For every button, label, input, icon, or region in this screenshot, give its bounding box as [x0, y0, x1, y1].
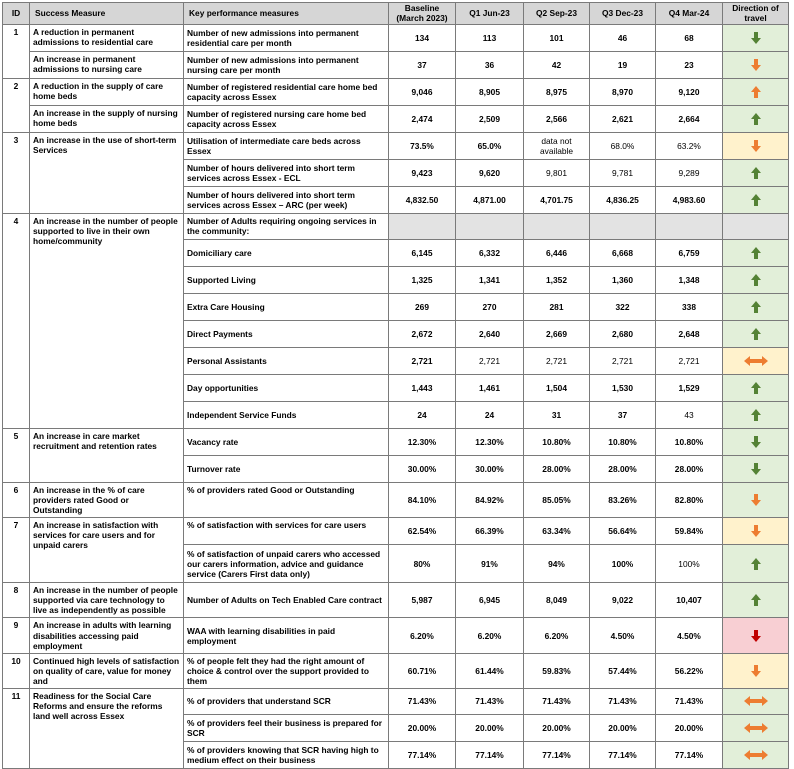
q1-value: 66.39%	[456, 518, 524, 545]
success-measure: An increase in the % of care providers rated Good or Outstanding	[30, 483, 184, 518]
q4-value: 1,529	[656, 375, 723, 402]
success-measure: An increase in the use of short-term Services	[30, 133, 184, 214]
q1-value: 65.0%	[456, 133, 524, 160]
q3-value: 71.43%	[590, 688, 656, 714]
arrow-up-icon	[750, 166, 762, 180]
direction-cell	[723, 714, 789, 741]
q3-value: 100%	[590, 545, 656, 583]
q4-value: 63.2%	[656, 133, 723, 160]
direction-cell	[723, 545, 789, 583]
empty-cell	[656, 214, 723, 240]
baseline-value: 20.00%	[389, 714, 456, 741]
baseline-value: 6,145	[389, 240, 456, 267]
baseline-value: 62.54%	[389, 518, 456, 545]
baseline-value: 37	[389, 52, 456, 79]
kpi-label: % of providers knowing that SCR having high to medium effect on their business	[184, 741, 389, 768]
q1-value: 1,461	[456, 375, 524, 402]
direction-cell	[723, 483, 789, 518]
q3-value: 9,781	[590, 160, 656, 187]
q4-value: 10,407	[656, 583, 723, 618]
kpi-label: % of people felt they had the right amount of choice & control over the support provided to them	[184, 653, 389, 688]
q3-value: 2,721	[590, 348, 656, 375]
q2-value: 4,701.75	[524, 187, 590, 214]
arrow-down-icon	[750, 493, 762, 507]
q4-value: 1,348	[656, 267, 723, 294]
baseline-value: 24	[389, 402, 456, 429]
q1-value: 2,509	[456, 106, 524, 133]
baseline-value: 5,987	[389, 583, 456, 618]
row-id: 10	[3, 653, 30, 688]
table-row	[3, 133, 789, 160]
q1-value: 61.44%	[456, 653, 524, 688]
direction-cell	[723, 52, 789, 79]
table-row	[3, 52, 789, 79]
q2-value: 101	[524, 25, 590, 52]
q3-value: 19	[590, 52, 656, 79]
empty-cell	[590, 214, 656, 240]
q4-value: 68	[656, 25, 723, 52]
direction-cell	[723, 160, 789, 187]
direction-cell	[723, 402, 789, 429]
success-measure: An increase in the number of people supported via care technology to live as independently as possible	[30, 583, 184, 618]
baseline-value: 9,046	[389, 79, 456, 106]
q2-value: 8,975	[524, 79, 590, 106]
q3-value: 8,970	[590, 79, 656, 106]
q2-value: 31	[524, 402, 590, 429]
baseline-value: 1,325	[389, 267, 456, 294]
q1-value: 2,721	[456, 348, 524, 375]
row-id: 2	[3, 79, 30, 133]
arrow-up-icon	[750, 557, 762, 571]
q1-value: 20.00%	[456, 714, 524, 741]
direction-cell	[723, 583, 789, 618]
arrow-down-icon	[750, 58, 762, 72]
arrow-up-icon	[750, 593, 762, 607]
q3-value: 57.44%	[590, 653, 656, 688]
baseline-value: 2,474	[389, 106, 456, 133]
direction-cell	[723, 267, 789, 294]
q4-value: 6,759	[656, 240, 723, 267]
arrow-left-right-icon	[744, 749, 768, 761]
direction-cell	[723, 294, 789, 321]
q3-value: 28.00%	[590, 456, 656, 483]
q3-value: 83.26%	[590, 483, 656, 518]
q2-value: 42	[524, 52, 590, 79]
kpi-label: Number of hours delivered into short term services across Essex - ECL	[184, 160, 389, 187]
kpi-label: Supported Living	[184, 267, 389, 294]
q2-value: 1,504	[524, 375, 590, 402]
success-measure: Readiness for the Social Care Reforms and ensure the reforms land well across Essex	[30, 688, 184, 768]
arrow-up-icon	[750, 112, 762, 126]
success-measure: Continued high levels of satisfaction on quality of care, value for money and	[30, 653, 184, 688]
q4-value: 56.22%	[656, 653, 723, 688]
baseline-value: 4,832.50	[389, 187, 456, 214]
arrow-down-icon	[750, 462, 762, 476]
arrow-up-icon	[750, 408, 762, 422]
q1-value: 6,945	[456, 583, 524, 618]
empty-cell	[456, 214, 524, 240]
q4-value: 9,289	[656, 160, 723, 187]
kpi-label: Turnover rate	[184, 456, 389, 483]
q1-value: 77.14%	[456, 741, 524, 768]
kpi-label: % of satisfaction of unpaid carers who accessed our carers information, advice and guidance service (Carers First data only)	[184, 545, 389, 583]
q1-value: 6.20%	[456, 618, 524, 653]
direction-cell	[723, 518, 789, 545]
table-row	[3, 25, 789, 52]
row-id: 6	[3, 483, 30, 518]
header-kpi: Key performance measures	[184, 3, 389, 25]
direction-cell	[723, 618, 789, 653]
performance-table	[2, 2, 789, 769]
kpi-label: Personal Assistants	[184, 348, 389, 375]
baseline-value: 9,423	[389, 160, 456, 187]
q4-value: 2,721	[656, 348, 723, 375]
q2-value: 94%	[524, 545, 590, 583]
baseline-value: 2,721	[389, 348, 456, 375]
q3-value: 4,836.25	[590, 187, 656, 214]
q2-value: 2,669	[524, 321, 590, 348]
arrow-down-icon	[750, 139, 762, 153]
kpi-label: Number of registered nursing care home bed capacity across Essex	[184, 106, 389, 133]
q2-value: 281	[524, 294, 590, 321]
arrow-down-icon	[750, 31, 762, 45]
arrow-up-icon	[750, 193, 762, 207]
row-id: 8	[3, 583, 30, 618]
table-row	[3, 214, 789, 240]
direction-cell	[723, 240, 789, 267]
header-success-measure: Success Measure	[30, 3, 184, 25]
success-measure: An increase in satisfaction with services for care users and for unpaid carers	[30, 518, 184, 583]
arrow-down-icon	[750, 664, 762, 678]
direction-cell	[723, 79, 789, 106]
baseline-value: 30.00%	[389, 456, 456, 483]
q4-value: 4.50%	[656, 618, 723, 653]
q1-value: 1,341	[456, 267, 524, 294]
direction-cell	[723, 688, 789, 714]
table-row	[3, 518, 789, 545]
arrow-down-icon	[750, 435, 762, 449]
kpi-label: Number of new admissions into permanent residential care per month	[184, 25, 389, 52]
direction-cell	[723, 106, 789, 133]
row-id: 1	[3, 25, 30, 79]
q3-value: 9,022	[590, 583, 656, 618]
q4-value: 10.80%	[656, 429, 723, 456]
q1-value: 91%	[456, 545, 524, 583]
kpi-label: Extra Care Housing	[184, 294, 389, 321]
q3-value: 10.80%	[590, 429, 656, 456]
q1-value: 8,905	[456, 79, 524, 106]
q1-value: 12.30%	[456, 429, 524, 456]
kpi-label: Number of Adults on Tech Enabled Care contract	[184, 583, 389, 618]
header-q1: Q1 Jun-23	[456, 3, 524, 25]
success-measure: An increase in care market recruitment and retention rates	[30, 429, 184, 483]
table-row	[3, 483, 789, 518]
baseline-value: 73.5%	[389, 133, 456, 160]
success-measure: An increase in the supply of nursing home beds	[30, 106, 184, 133]
q4-value: 28.00%	[656, 456, 723, 483]
success-measure: An increase in permanent admissions to nursing care	[30, 52, 184, 79]
row-id: 4	[3, 214, 30, 429]
table-row	[3, 653, 789, 688]
arrow-left-right-icon	[744, 695, 768, 707]
q1-value: 6,332	[456, 240, 524, 267]
q4-value: 4,983.60	[656, 187, 723, 214]
q2-value: 8,049	[524, 583, 590, 618]
q2-value: 63.34%	[524, 518, 590, 545]
direction-cell	[723, 133, 789, 160]
q1-value: 30.00%	[456, 456, 524, 483]
row-id: 9	[3, 618, 30, 653]
q2-value: 9,801	[524, 160, 590, 187]
q1-value: 24	[456, 402, 524, 429]
q1-value: 2,640	[456, 321, 524, 348]
q2-value: 85.05%	[524, 483, 590, 518]
q2-value: 2,566	[524, 106, 590, 133]
q1-value: 71.43%	[456, 688, 524, 714]
kpi-label: Number of hours delivered into short term services across Essex – ARC (per week)	[184, 187, 389, 214]
arrow-up-icon	[750, 327, 762, 341]
q2-value: 59.83%	[524, 653, 590, 688]
direction-cell	[723, 456, 789, 483]
header-q4: Q4 Mar-24	[656, 3, 723, 25]
arrow-down-icon	[750, 524, 762, 538]
direction-cell	[723, 25, 789, 52]
arrow-up-icon	[750, 381, 762, 395]
q4-value: 338	[656, 294, 723, 321]
baseline-value: 71.43%	[389, 688, 456, 714]
q4-value: 59.84%	[656, 518, 723, 545]
direction-cell	[723, 375, 789, 402]
header-baseline	[389, 3, 456, 25]
q2-value: 2,721	[524, 348, 590, 375]
arrow-up-icon	[750, 273, 762, 287]
direction-cell	[723, 187, 789, 214]
q1-value: 4,871.00	[456, 187, 524, 214]
kpi-label: Direct Payments	[184, 321, 389, 348]
q2-value: data not available	[524, 133, 590, 160]
arrow-down-icon	[750, 629, 762, 643]
kpi-label: Day opportunities	[184, 375, 389, 402]
q1-value: 84.92%	[456, 483, 524, 518]
q3-value: 2,621	[590, 106, 656, 133]
direction-cell	[723, 653, 789, 688]
baseline-value: 80%	[389, 545, 456, 583]
direction-cell	[723, 348, 789, 375]
kpi-label: Vacancy rate	[184, 429, 389, 456]
row-id: 11	[3, 688, 30, 768]
q3-value: 1,530	[590, 375, 656, 402]
kpi-label: Independent Service Funds	[184, 402, 389, 429]
baseline-value: 77.14%	[389, 741, 456, 768]
q3-value: 37	[590, 402, 656, 429]
q2-value: 6,446	[524, 240, 590, 267]
q4-value: 43	[656, 402, 723, 429]
q4-value: 2,648	[656, 321, 723, 348]
header-q3: Q3 Dec-23	[590, 3, 656, 25]
kpi-label: Number of new admissions into permanent nursing care per month	[184, 52, 389, 79]
empty-cell	[524, 214, 590, 240]
success-measure: A reduction in permanent admissions to residential care	[30, 25, 184, 52]
q3-value: 322	[590, 294, 656, 321]
baseline-value: 6.20%	[389, 618, 456, 653]
table-row	[3, 79, 789, 106]
table-row	[3, 429, 789, 456]
header-id: ID	[3, 3, 30, 25]
q2-value: 77.14%	[524, 741, 590, 768]
q4-value: 71.43%	[656, 688, 723, 714]
q4-value: 20.00%	[656, 714, 723, 741]
q3-value: 46	[590, 25, 656, 52]
baseline-value: 269	[389, 294, 456, 321]
q4-value: 23	[656, 52, 723, 79]
arrow-left-right-icon	[744, 722, 768, 734]
header-baseline-line1: Baseline	[404, 2, 440, 13]
baseline-value: 134	[389, 25, 456, 52]
baseline-value: 84.10%	[389, 483, 456, 518]
baseline-value: 1,443	[389, 375, 456, 402]
q2-value: 20.00%	[524, 714, 590, 741]
q4-value: 100%	[656, 545, 723, 583]
table-row	[3, 688, 789, 714]
empty-cell	[723, 214, 789, 240]
q2-value: 28.00%	[524, 456, 590, 483]
q4-value: 82.80%	[656, 483, 723, 518]
q4-value: 9,120	[656, 79, 723, 106]
table-row	[3, 618, 789, 653]
arrow-up-icon	[750, 85, 762, 99]
q3-value: 1,360	[590, 267, 656, 294]
kpi-label: Number of registered residential care home bed capacity across Essex	[184, 79, 389, 106]
success-measure: A reduction in the supply of care home beds	[30, 79, 184, 106]
q3-value: 20.00%	[590, 714, 656, 741]
empty-cell	[389, 214, 456, 240]
baseline-value: 12.30%	[389, 429, 456, 456]
direction-cell	[723, 321, 789, 348]
row-id: 5	[3, 429, 30, 483]
row-id: 7	[3, 518, 30, 583]
kpi-label: % of providers that understand SCR	[184, 688, 389, 714]
q1-value: 36	[456, 52, 524, 79]
kpi-label: % of satisfaction with services for care users	[184, 518, 389, 545]
header-row	[3, 3, 789, 25]
q2-value: 71.43%	[524, 688, 590, 714]
kpi-label: % of providers feel their business is prepared for SCR	[184, 714, 389, 741]
kpi-label: WAA with learning disabilities in paid employment	[184, 618, 389, 653]
row-id: 3	[3, 133, 30, 214]
direction-cell	[723, 741, 789, 768]
q3-value: 56.64%	[590, 518, 656, 545]
kpi-label: % of providers rated Good or Outstanding	[184, 483, 389, 518]
q3-value: 4.50%	[590, 618, 656, 653]
arrow-up-icon	[750, 246, 762, 260]
table-row	[3, 583, 789, 618]
q4-value: 77.14%	[656, 741, 723, 768]
q1-value: 270	[456, 294, 524, 321]
header-direction: Direction of travel	[723, 3, 789, 25]
baseline-value: 2,672	[389, 321, 456, 348]
success-measure: An increase in adults with learning disabilities accessing paid employment	[30, 618, 184, 653]
q2-value: 1,352	[524, 267, 590, 294]
header-baseline-line2: (March 2023)	[396, 12, 448, 23]
baseline-value: 60.71%	[389, 653, 456, 688]
arrow-left-right-icon	[744, 355, 768, 367]
q3-value: 2,680	[590, 321, 656, 348]
q1-value: 113	[456, 25, 524, 52]
success-measure: An increase in the number of people supported to live in their own home/community	[30, 214, 184, 429]
q4-value: 2,664	[656, 106, 723, 133]
kpi-label: Utilisation of intermediate care beds across Essex	[184, 133, 389, 160]
direction-cell	[723, 429, 789, 456]
q3-value: 6,668	[590, 240, 656, 267]
kpi-subheading: Number of Adults requiring ongoing services in the community:	[184, 214, 389, 240]
q3-value: 68.0%	[590, 133, 656, 160]
q2-value: 10.80%	[524, 429, 590, 456]
q3-value: 77.14%	[590, 741, 656, 768]
arrow-up-icon	[750, 300, 762, 314]
kpi-label: Domiciliary care	[184, 240, 389, 267]
table-row	[3, 106, 789, 133]
header-q2: Q2 Sep-23	[524, 3, 590, 25]
q2-value: 6.20%	[524, 618, 590, 653]
q1-value: 9,620	[456, 160, 524, 187]
